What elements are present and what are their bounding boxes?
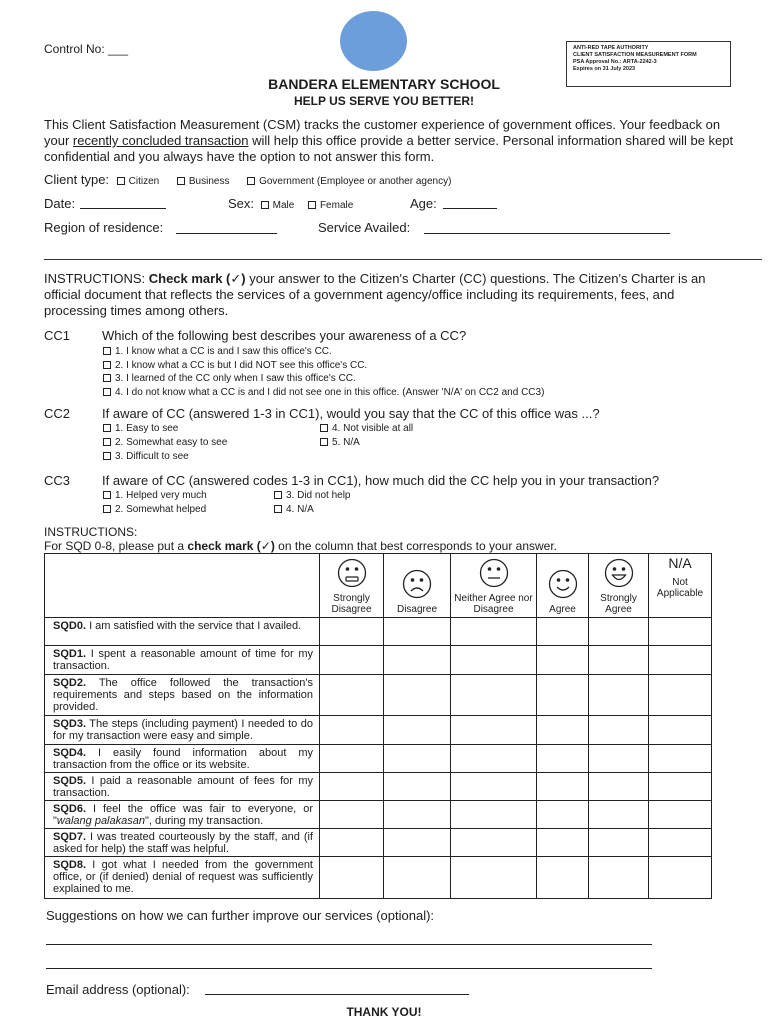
option-label: Female [319, 200, 354, 211]
cc3-option-3[interactable] [274, 490, 351, 501]
blank-header [45, 554, 320, 618]
service-label: Service Availed: [318, 220, 411, 235]
cc3-option-1[interactable] [103, 490, 207, 501]
email-field[interactable] [205, 994, 469, 995]
answer-cell[interactable] [320, 618, 384, 646]
school-name: BANDERA ELEMENTARY SCHOOL [268, 76, 500, 92]
sqd7-question [45, 829, 320, 857]
option-label: 1. I know what a CC is and I saw this office's CC. [115, 346, 332, 357]
cc2-code: CC2 [44, 406, 71, 421]
option-label: 1. Helped very much [115, 490, 207, 501]
answer-cell[interactable] [649, 745, 712, 773]
sad-face-icon [402, 569, 432, 599]
cc-instructions [44, 271, 734, 319]
answer-cell[interactable] [589, 773, 649, 801]
sex-female[interactable] [308, 200, 353, 211]
answer-cell[interactable] [649, 646, 712, 675]
checkbox[interactable] [103, 388, 111, 396]
option-label: 3. Difficult to see [115, 451, 189, 462]
option-label: 2. Somewhat easy to see [115, 437, 228, 448]
table-row [45, 675, 712, 716]
form-subtitle: HELP US SERVE YOU BETTER! [293, 94, 475, 108]
answer-cell[interactable] [537, 618, 589, 646]
question-code: SQD3. [53, 718, 87, 730]
column-neither [451, 554, 537, 618]
cc1-code: CC1 [44, 328, 71, 343]
age-field[interactable] [443, 208, 497, 209]
answer-cell[interactable] [320, 829, 384, 857]
service-field[interactable] [424, 233, 670, 234]
answer-cell[interactable] [384, 829, 451, 857]
intro-text: will help this office provide a better service. Personal information shared will be kept confidential and you always have the option to not answer this form. [44, 133, 734, 164]
question-code: SQD5. [53, 775, 87, 787]
answer-cell[interactable] [320, 675, 384, 716]
option-label: Government (Employee or another agency) [259, 176, 452, 187]
sqd3-question [45, 716, 320, 745]
question-code: SQD1. [53, 648, 87, 660]
answer-cell[interactable] [320, 716, 384, 745]
happy-face-icon [548, 569, 578, 599]
stamp-line: Expires on 31 July 2023 [573, 66, 636, 72]
column-label: Strongly Disagree [331, 593, 372, 615]
option-label: 4. Not visible at all [332, 423, 414, 434]
question-text: The office followed the transaction's requirements and steps based on the information provided. [53, 677, 313, 713]
answer-cell[interactable] [320, 745, 384, 773]
column-label: Agree [549, 604, 576, 615]
sqd-instructions-title: INSTRUCTIONS: [44, 525, 138, 539]
table-row [45, 801, 712, 829]
option-label: 3. Did not help [286, 490, 351, 501]
answer-cell[interactable] [537, 857, 589, 899]
option-label: 4. I do not know what a CC is and I did not see one in this office. (Answer 'N/A' on CC2 and CC3) [115, 386, 545, 398]
cc1-option-3[interactable] [103, 372, 544, 386]
answer-cell[interactable] [451, 646, 537, 675]
question-code: SQD0. [53, 620, 87, 632]
question-text: I feel the office was fair to everyone, or " [53, 803, 313, 827]
date-label: Date: [44, 196, 76, 211]
answer-cell[interactable] [384, 745, 451, 773]
cc3-question: If aware of CC (answered codes 1-3 in CC1), how much did the CC help you in your transaction? [102, 473, 660, 488]
option-label: 2. I know what a CC is but I did NOT see this office's CC. [115, 359, 368, 371]
cc1-option-2[interactable] [103, 359, 544, 373]
sqd-instructions [44, 539, 557, 553]
checkbox[interactable] [103, 347, 111, 355]
column-na [649, 554, 712, 618]
column-agree [537, 554, 589, 618]
column-strongly-disagree [320, 554, 384, 618]
cc1-options [103, 345, 544, 399]
checkbox[interactable] [274, 491, 282, 499]
sqd1-question [45, 646, 320, 675]
checkbox[interactable] [103, 424, 111, 432]
table-row [45, 716, 712, 745]
cc3-option-2[interactable] [103, 504, 206, 515]
answer-cell[interactable] [451, 716, 537, 745]
answer-cell[interactable] [589, 745, 649, 773]
answer-cell[interactable] [589, 716, 649, 745]
checkbox[interactable] [320, 438, 328, 446]
answer-cell[interactable] [649, 773, 712, 801]
sqd4-question [45, 745, 320, 773]
answer-cell[interactable] [451, 675, 537, 716]
checkbox[interactable] [117, 177, 125, 185]
question-code: SQD2. [53, 677, 87, 689]
suggestion-line-1[interactable] [46, 944, 652, 945]
cc3-code: CC3 [44, 473, 71, 488]
table-row [45, 646, 712, 675]
instructions-text: your answer to the Citizen's Charter (CC) questions. The Citizen's Charter is an official document that reflects the services of a government agency/office including its requirements, fees, and processing times among others. [44, 271, 706, 318]
cc1-option-1[interactable] [103, 345, 544, 359]
question-text: The steps (including payment) I needed to do for my transaction were easy and simple. [53, 718, 313, 742]
table-row [45, 618, 712, 646]
table-header-row [45, 554, 712, 618]
checkbox[interactable] [247, 177, 255, 185]
answer-cell[interactable] [384, 857, 451, 899]
date-field[interactable] [80, 208, 166, 209]
answer-cell[interactable] [537, 646, 589, 675]
cc2-option-4[interactable] [320, 423, 413, 434]
answer-cell[interactable] [589, 646, 649, 675]
sex-label: Sex: [228, 196, 255, 211]
column-label: Not Applicable [656, 577, 704, 599]
answer-cell[interactable] [649, 716, 712, 745]
control-number: Control No: ___ [44, 42, 129, 56]
sqd-instructions-text: on the column that best corresponds to your answer. [274, 539, 558, 553]
cc1-question: Which of the following best describes your awareness of a CC? [102, 328, 467, 343]
sqd6-question [45, 801, 320, 829]
sqd8-question [45, 857, 320, 899]
instructions-bold: Check mark (✓) [148, 271, 246, 286]
question-text: I got what I needed from the government office, or (if denied) denial of request was sufficiently explained to me. [53, 859, 313, 895]
column-disagree [384, 554, 451, 618]
answer-cell[interactable] [537, 829, 589, 857]
answer-cell[interactable] [649, 801, 712, 829]
cc3-option-4[interactable] [274, 504, 314, 515]
option-label: 5. N/A [332, 437, 360, 448]
question-text: ", during my transaction. [144, 815, 264, 827]
sex-row [228, 196, 353, 211]
option-label: 1. Easy to see [115, 423, 179, 434]
checkbox[interactable] [320, 424, 328, 432]
checkbox[interactable] [103, 374, 111, 382]
answer-cell[interactable] [537, 716, 589, 745]
cc1-option-4[interactable] [103, 386, 544, 400]
answer-cell[interactable] [384, 618, 451, 646]
checkbox[interactable] [308, 201, 316, 209]
client-type-business[interactable] [177, 176, 230, 187]
client-type-label: Client type: [44, 172, 110, 187]
option-label: 2. Somewhat helped [115, 504, 207, 515]
answer-cell[interactable] [537, 745, 589, 773]
answer-cell[interactable] [451, 829, 537, 857]
question-text: I am satisfied with the service that I availed. [86, 620, 302, 632]
answer-cell[interactable] [451, 801, 537, 829]
thank-you: THANK YOU! [346, 1005, 422, 1019]
question-italic: walang palakasan [56, 815, 145, 827]
very-sad-face-icon [337, 558, 367, 588]
column-label: Disagree [396, 604, 438, 615]
checkbox[interactable] [177, 177, 185, 185]
table-row [45, 857, 712, 899]
cc2-option-5[interactable] [320, 437, 360, 448]
suggestion-line-2[interactable] [46, 968, 652, 969]
answer-cell[interactable] [589, 675, 649, 716]
answer-cell[interactable] [320, 801, 384, 829]
checkbox[interactable] [103, 438, 111, 446]
answer-cell[interactable] [384, 646, 451, 675]
answer-cell[interactable] [451, 745, 537, 773]
question-text: I easily found information about my transaction from the office or its website. [53, 747, 313, 771]
sqd-instructions-bold: check mark (✓) [187, 539, 275, 553]
answer-cell[interactable] [451, 857, 537, 899]
neutral-face-icon [479, 558, 509, 588]
instructions-prefix: INSTRUCTIONS: [44, 271, 149, 286]
suggestions-label: Suggestions on how we can further improve our services (optional): [46, 908, 435, 923]
question-text: I was treated courteously by the staff, and (if asked for help) the staff was helpful. [53, 831, 313, 855]
answer-cell[interactable] [589, 801, 649, 829]
checkbox[interactable] [103, 452, 111, 460]
answer-cell[interactable] [589, 857, 649, 899]
answer-cell[interactable] [384, 801, 451, 829]
stamp-line: PSA Approval No.: ARTA-2242-3 [573, 59, 657, 65]
sqd-instructions-prefix: For SQD 0-8, please put a [44, 539, 188, 553]
question-code: SQD8. [53, 859, 87, 871]
age-label: Age: [410, 196, 437, 211]
answer-cell[interactable] [384, 716, 451, 745]
very-happy-face-icon [604, 558, 634, 588]
table-row [45, 829, 712, 857]
sqd5-question [45, 773, 320, 801]
answer-cell[interactable] [384, 773, 451, 801]
answer-cell[interactable] [320, 646, 384, 675]
intro-paragraph [44, 117, 734, 165]
intro-underlined: recently concluded transaction [72, 133, 249, 148]
answer-cell[interactable] [537, 773, 589, 801]
answer-cell[interactable] [589, 618, 649, 646]
answer-cell[interactable] [384, 675, 451, 716]
question-text: I paid a reasonable amount of fees for my transaction. [53, 775, 313, 799]
question-code: SQD6. [53, 803, 87, 815]
checkbox[interactable] [261, 201, 269, 209]
answer-cell[interactable] [451, 773, 537, 801]
divider [44, 259, 762, 260]
school-logo [340, 11, 407, 71]
na-title: N/A [668, 555, 692, 571]
option-label: Business [188, 176, 230, 187]
answer-cell[interactable] [649, 829, 712, 857]
question-code: SQD7. [53, 831, 87, 843]
client-type-citizen[interactable] [117, 176, 160, 187]
checkbox[interactable] [103, 491, 111, 499]
option-label: 3. I learned of the CC only when I saw this office's CC. [115, 373, 356, 384]
cc2-option-2[interactable] [103, 437, 227, 448]
option-label: Citizen [128, 176, 160, 187]
checkbox[interactable] [103, 505, 111, 513]
stamp-line: ANTI-RED TAPE AUTHORITY [573, 45, 649, 51]
sex-male[interactable] [261, 200, 295, 211]
table-row [45, 745, 712, 773]
column-strongly-agree [589, 554, 649, 618]
option-label: 4. N/A [286, 504, 314, 515]
question-text: I spent a reasonable amount of time for my transaction. [53, 648, 313, 672]
option-label: Male [272, 200, 295, 211]
answer-cell[interactable] [589, 829, 649, 857]
question-code: SQD4. [53, 747, 87, 759]
sqd2-question [45, 675, 320, 716]
answer-cell[interactable] [537, 675, 589, 716]
answer-cell[interactable] [649, 675, 712, 716]
cc2-question: If aware of CC (answered 1-3 in CC1), would you say that the CC of this office was ...? [102, 406, 600, 421]
table-row [45, 773, 712, 801]
answer-cell[interactable] [537, 801, 589, 829]
stamp-line: CLIENT SATISFACTION MEASUREMENT FORM [573, 52, 697, 58]
checkbox[interactable] [274, 505, 282, 513]
intro-text: This Client Satisfaction Measurement (CSM) tracks the customer experience of government offices. Your feedback on your [44, 117, 721, 148]
client-type-government[interactable] [247, 176, 451, 187]
region-field[interactable] [176, 233, 277, 234]
answer-cell[interactable] [649, 857, 712, 899]
region-label: Region of residence: [44, 220, 164, 235]
checkbox[interactable] [103, 361, 111, 369]
answer-cell[interactable] [649, 618, 712, 646]
client-type-row [44, 172, 451, 187]
cc2-option-1[interactable] [103, 423, 178, 434]
answer-cell[interactable] [320, 857, 384, 899]
column-label: Strongly Agree [600, 593, 637, 615]
cc2-option-3[interactable] [103, 451, 189, 462]
sqd0-question [45, 618, 320, 646]
answer-cell[interactable] [320, 773, 384, 801]
sqd-table [44, 553, 712, 899]
column-label: Neither Agree nor Disagree [454, 593, 533, 615]
answer-cell[interactable] [451, 618, 537, 646]
email-label: Email address (optional): [46, 982, 190, 997]
